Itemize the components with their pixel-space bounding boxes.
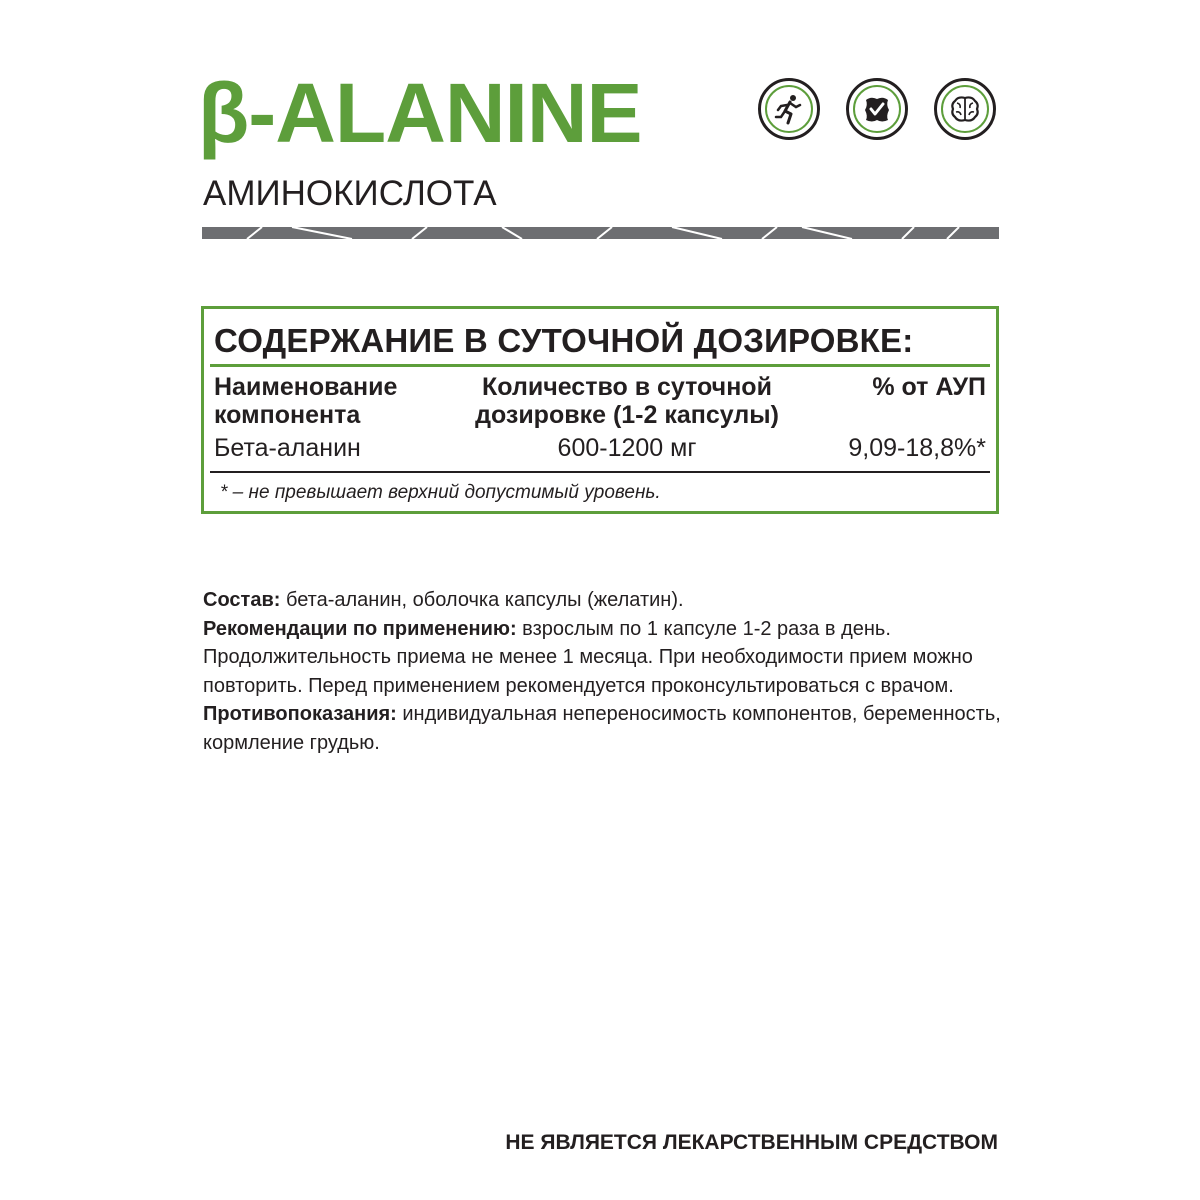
running-man-icon: [758, 78, 820, 140]
composition-paragraph: [203, 586, 1003, 615]
leather-check-icon: [846, 78, 908, 140]
usage-label: Рекомендации по применению:: [203, 617, 517, 640]
header-amount: Количество в суточной дозировке (1-2 капсулы): [475, 373, 779, 429]
composition-label: Состав:: [203, 589, 281, 611]
footnote: * – не превышает верхний допустимый уровень.: [220, 482, 661, 503]
title-divider: [210, 364, 990, 367]
brain-icon: [934, 78, 996, 140]
row-component: Бета-аланин: [214, 434, 361, 462]
contra-label: Противопоказания:: [203, 703, 397, 725]
row-percent: 9,09-18,8%*: [848, 434, 986, 462]
table-bottom-rule: [210, 471, 990, 473]
header-percent: % от АУП: [872, 373, 986, 401]
composition-text: бета-аланин, оболочка капсулы (желатин).: [280, 589, 684, 611]
usage-text: взрослым по 1 капсуле 1-2 раза в день. Продолжительность приема не менее 1 месяца. При необходимости прием можно повторить. Перед применением рекомендуется проконсультироваться с врачом.: [203, 617, 973, 697]
product-category: АМИНОКИСЛОТА: [203, 174, 497, 213]
dosage-table: [201, 306, 999, 514]
header-component: Наименование компонента: [214, 373, 398, 429]
dosage-title: СОДЕРЖАНИЕ В СУТОЧНОЙ ДОЗИРОВКЕ:: [214, 322, 914, 359]
usage-paragraph: [203, 615, 1003, 701]
disclaimer: НЕ ЯВЛЯЕТСЯ ЛЕКАРСТВЕННЫМ СРЕДСТВОМ: [505, 1131, 998, 1154]
contra-paragraph: [203, 700, 1003, 757]
product-title: β-ALANINE: [198, 66, 642, 160]
product-info: [203, 586, 1003, 757]
row-amount: 600-1200 мг: [557, 434, 697, 462]
contra-text: индивидуальная непереносимость компонентов, беременность, кормление грудью.: [203, 703, 1001, 754]
decorative-band: [202, 227, 999, 239]
